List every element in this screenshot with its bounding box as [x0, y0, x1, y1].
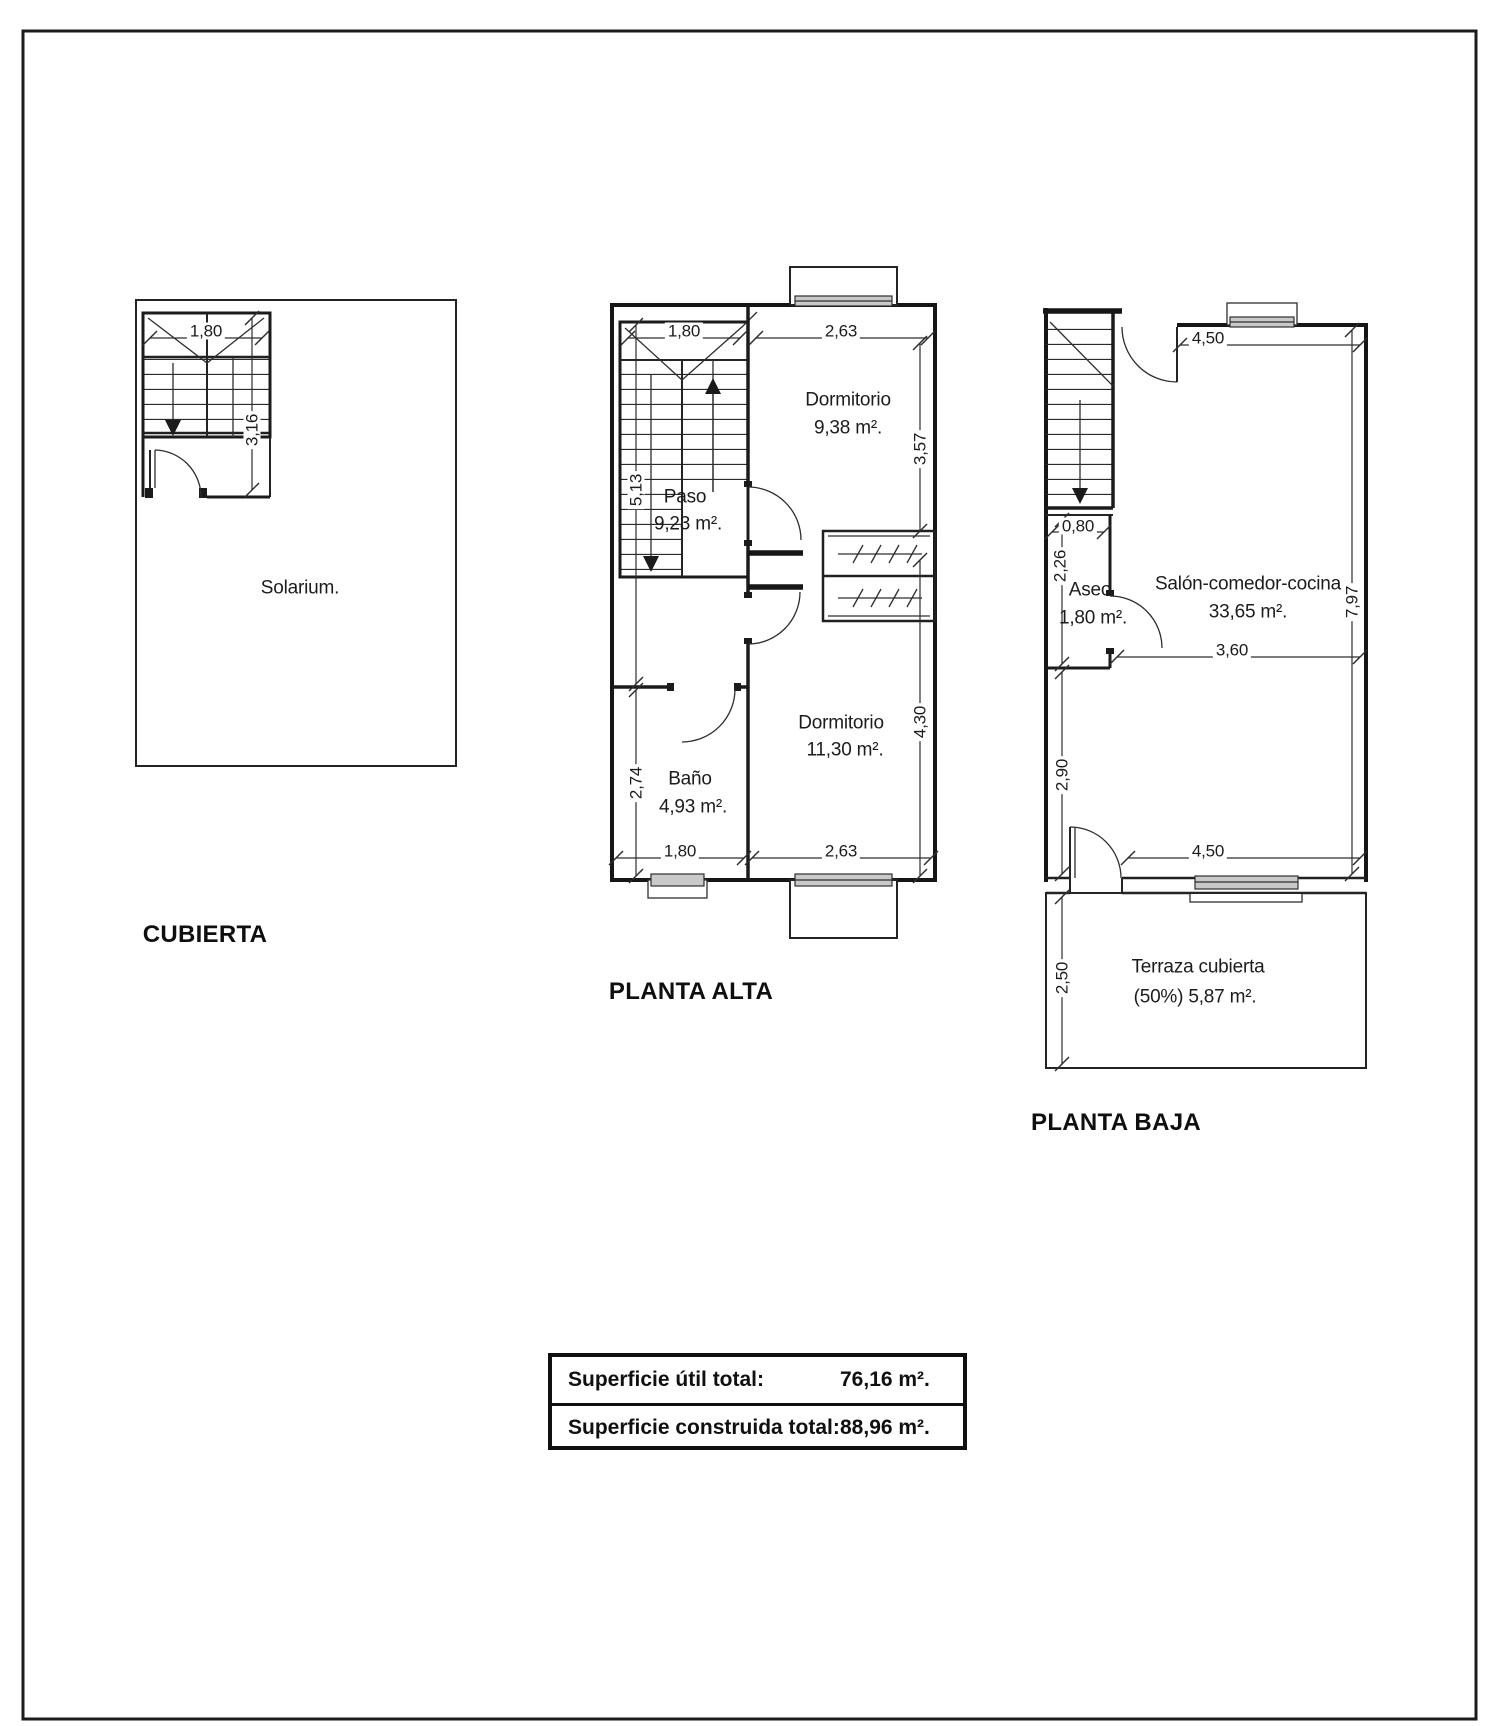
summary-row-value: 88,96 m². [840, 1416, 930, 1439]
dim-label: 2,26 [1052, 547, 1069, 585]
plan-title-planta-alta: PLANTA ALTA [608, 978, 774, 1005]
summary-row-value: 76,16 m². [840, 1368, 930, 1391]
dormitorio2-door-icon [744, 592, 800, 644]
window-sill [1190, 893, 1302, 902]
cubierta-plan [136, 300, 456, 766]
terraza-outline [1046, 893, 1366, 1068]
room-label-paso: Paso [663, 486, 707, 508]
dim-label: 3,57 [912, 430, 929, 468]
dim-label: 2,63 [822, 843, 860, 860]
room-area-dormitorio2: 11,30 m². [806, 739, 884, 761]
room-area-salon: 33,65 m². [1208, 601, 1288, 623]
table-row [552, 1357, 963, 1403]
area-summary-table [548, 1353, 967, 1450]
room-label-dormitorio2: Dormitorio [798, 712, 884, 734]
dormitorio1-door-icon [744, 481, 801, 546]
cubierta-door-icon [150, 450, 201, 497]
room-area-paso: 9,23 m². [653, 513, 723, 535]
planta-alta-plan [609, 267, 938, 938]
planta-alta-stairs-icon [620, 312, 757, 577]
room-label-solarium: Solarium. [260, 577, 340, 599]
room-area-bano: 4,93 m². [658, 796, 728, 818]
dim-label: 1,80 [665, 323, 703, 340]
table-row [552, 1403, 963, 1450]
terrace-door-icon [1070, 827, 1121, 878]
summary-row-label: Superficie útil total: [568, 1368, 765, 1391]
balcony-bottom [790, 880, 897, 938]
dim-label: 4,30 [912, 703, 929, 741]
dim-label: 0,80 [1059, 518, 1097, 535]
room-label-bano: Baño [668, 768, 712, 790]
dim-label: 2,50 [1054, 959, 1071, 997]
dim-label: 2,74 [628, 764, 645, 802]
room-area-terraza: (50%) 5,87 m². [1133, 986, 1257, 1008]
dim-label: 3,60 [1213, 642, 1251, 659]
dim-label: 2,63 [822, 323, 860, 340]
plan-title-cubierta: CUBIERTA [142, 921, 268, 948]
wardrobe-icon [823, 531, 935, 621]
plan-title-planta-baja: PLANTA BAJA [1031, 1109, 1201, 1136]
room-label-aseo: Aseo [1068, 579, 1112, 601]
dim-label: 7,97 [1344, 583, 1361, 621]
room-label-dormitorio1: Dormitorio [805, 389, 891, 411]
dim-label: 4,50 [1189, 843, 1227, 860]
dim-label: 5,13 [628, 471, 645, 509]
planta-baja-stairs-icon [1046, 311, 1113, 515]
room-label-terraza: Terraza cubierta [1131, 956, 1265, 978]
dim-label: 2,90 [1054, 756, 1071, 794]
room-area-aseo: 1,80 m². [1058, 607, 1128, 629]
summary-row-label: Superficie construida total: [568, 1416, 840, 1439]
bano-door-icon [667, 683, 741, 742]
dim-label: 4,50 [1189, 330, 1227, 347]
dim-label: 1,80 [187, 323, 225, 340]
dim-label: 1,80 [661, 843, 699, 860]
entrance-door-icon [1122, 327, 1177, 382]
room-area-dormitorio1: 9,38 m². [813, 417, 883, 439]
dim-label: 3,16 [244, 411, 261, 449]
window-icon [651, 874, 704, 886]
room-label-salon: Salón-comedor-cocina [1154, 573, 1342, 595]
cubierta-stairs-icon [143, 313, 270, 498]
